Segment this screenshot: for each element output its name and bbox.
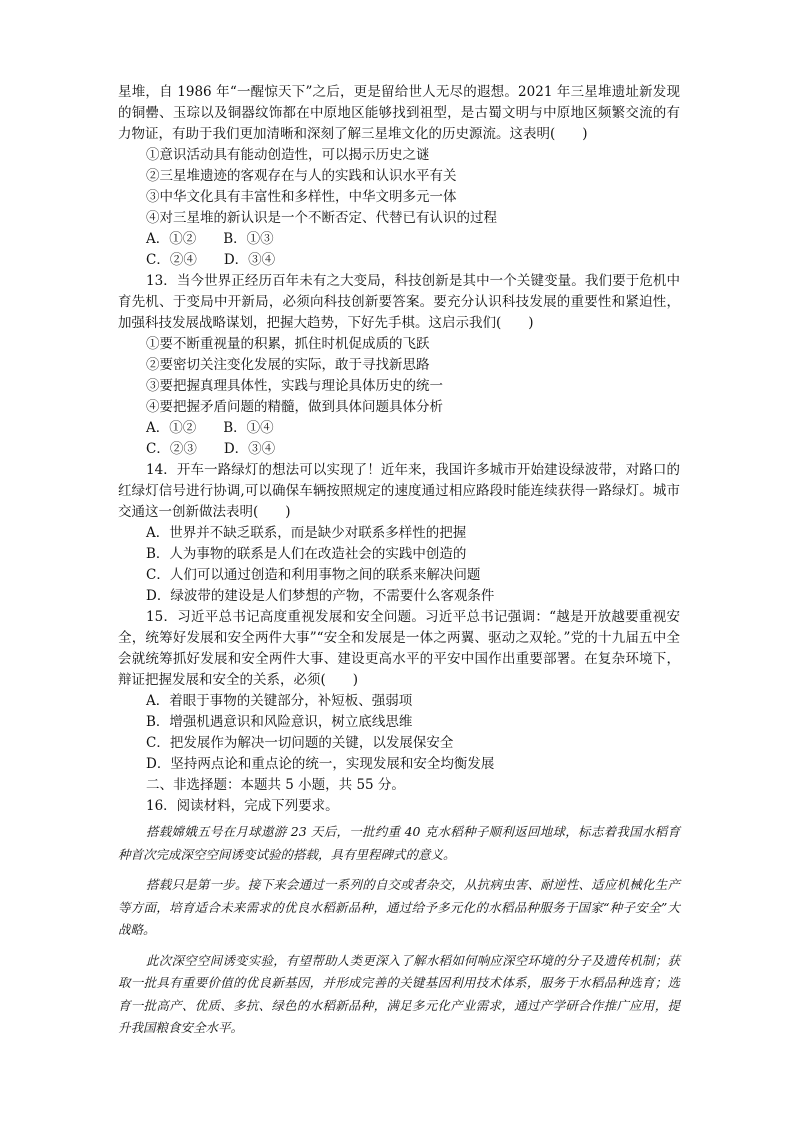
question-12-stem: 星堆，自 1986 年“一醒惊天下”之后，更是留给世人无尽的遐想。2021 年三星堆遗址新发现的铜罍、玉琮以及铜器纹饰都在中原地区能够找到祖型，是古蜀文明与中原地区频繁交流的有力物证，有助于我们更加清晰和深刻了解三星堆文化的历史源流。这表明( ) xyxy=(118,84,680,142)
option-a: A．世界并不缺乏联系，而是缺少对联系多样性的把握 xyxy=(146,525,467,541)
statement-1: ①意识活动具有能动创造性，可以揭示历史之谜 xyxy=(146,147,430,163)
statement-1: ①要不断重视量的积累，抓住时机促成质的飞跃 xyxy=(146,336,430,352)
option-d: D．坚持两点论和重点论的统一，实现发展和安全均衡发展 xyxy=(146,756,495,772)
material-paragraph-3: 此次深空空间诱变实验，有望帮助人类更深入了解水稻如何响应深空环境的分子及遗传机制；获取一批具有重要价值的优良新基因，并形成完善的关键基因利用技术体系，服务于水稻品种选育；选育一批高产、优质、多抗、绿色的水稻新品种，满足多元化产业需求，通过产学研合作推广应用，提升我国粮食安全水平。 xyxy=(118,952,680,1035)
question-12 xyxy=(118,82,680,271)
option-a: A．着眼于事物的关键部分，补短板、强弱项 xyxy=(146,693,413,709)
choices-row-2: C．②③ D．③④ xyxy=(146,441,276,457)
statement-4: ④要把握矛盾问题的精髓，做到具体问题具体分析 xyxy=(146,399,443,415)
option-c: C．人们可以通过创造和利用事物之间的联系来解决问题 xyxy=(146,567,481,583)
option-b: B．增强机遇意识和风险意识，树立底线思维 xyxy=(146,714,413,730)
question-14-stem: 14．开车一路绿灯的想法可以实现了！近年来，我国许多城市开始建设绿波带，对路口的红绿灯信号进行协调,可以确保车辆按照规定的速度通过相应路段时能连续获得一路绿灯。城市交通这一创新做法表明( ) xyxy=(118,462,680,520)
question-13-stem: 13．当今世界正经历百年未有之大变局，科技创新是其中一个关键变量。我们要于危机中育先机、于变局中开新局，必须向科技创新要答案。要充分认识科技发展的重要性和紧迫性，加强科技发展战略谋划，把握大趋势，下好先手棋。这启示我们( ) xyxy=(118,273,680,331)
statement-3: ③要把握真理具体性，实践与理论具体历史的统一 xyxy=(146,378,443,394)
choices-row-1: A．①② B．①④ xyxy=(146,420,274,436)
question-16 xyxy=(118,796,680,1040)
question-13 xyxy=(118,271,680,460)
question-15-stem: 15．习近平总书记高度重视发展和安全问题。习近平总书记强调：“越是开放越要重视安全，统筹好发展和安全两件大事”“安全和发展是一体之两翼、驱动之双轮。”党的十九届五中全会就统筹抓好发展和安全两件大事、建设更高水平的平安中国作出重要部署。在复杂环境下，辩证把握发展和安全的关系，必须( ) xyxy=(118,609,680,688)
choices-row-1: A．①② B．①③ xyxy=(146,231,274,247)
question-16-stem: 16．阅读材料，完成下列要求。 xyxy=(146,798,339,814)
question-15 xyxy=(118,607,680,775)
choices-row-2: C．②④ D．③④ xyxy=(146,252,276,268)
material-paragraph-1: 搭载嫦娥五号在月球遨游 23 天后，一批约重 40 克水稻种子顺利返回地球，标志着我国水稻育种首次完成深空空间诱变试验的搭载，具有里程碑式的意义。 xyxy=(118,824,680,862)
option-b: B．人为事物的联系是人们在改造社会的实践中创造的 xyxy=(146,546,467,562)
option-c: C．把发展作为解决一切问题的关键，以发展保安全 xyxy=(146,735,454,751)
page-content xyxy=(118,82,680,1040)
material-paragraph-2: 搭载只是第一步。接下来会通过一系列的自交或者杂交，从抗病虫害、耐逆性、适应机械化生产等方面，培育适合未来需求的优良水稻新品种，通过给予多元化的水稻品种服务于国家“种子安全”大战略。 xyxy=(118,877,680,937)
option-d: D．绿波带的建设是人们梦想的产物，不需要什么客观条件 xyxy=(146,588,495,604)
section-heading: 二、非选择题：本题共 5 小题，共 55 分。 xyxy=(146,777,405,793)
statement-2: ②三星堆遗迹的客观存在与人的实践和认识水平有关 xyxy=(146,168,457,184)
statement-2: ②要密切关注变化发展的实际，敢于寻找新思路 xyxy=(146,357,430,373)
statement-3: ③中华文化具有丰富性和多样性，中华文明多元一体 xyxy=(146,189,457,205)
question-14 xyxy=(118,460,680,607)
statement-4: ④对三星堆的新认识是一个不断否定、代替已有认识的过程 xyxy=(146,210,497,226)
